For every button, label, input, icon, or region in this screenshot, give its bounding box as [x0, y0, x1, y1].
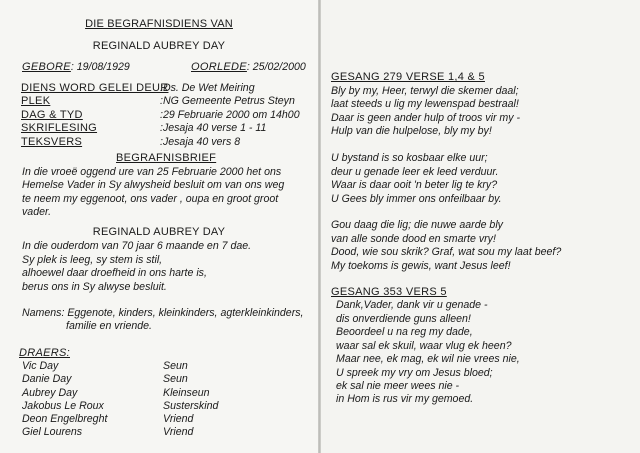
- verse-title: REGINALD AUBREY DAY: [92, 226, 226, 238]
- detail-value: :Jesaja 40 verse 1 - 11: [160, 122, 267, 134]
- died-label: OORLEDE: [191, 61, 247, 73]
- detail-value: :Jesaja 40 vers 8: [160, 136, 241, 148]
- hymn-line: deur u genade leer ek leed verduur.: [331, 166, 499, 178]
- died-line: [191, 61, 306, 73]
- hymn2-title: GESANG 353 VERS 5: [331, 286, 447, 298]
- bearers-title: DRAERS:: [19, 347, 70, 359]
- hymn-line: U spreek my vry om Jesus bloed;: [336, 367, 493, 379]
- verse-line: Sy plek is leeg, sy stem is stil,: [22, 254, 163, 266]
- hymn-line: My toekoms is gewis, want Jesus leef!: [331, 260, 511, 272]
- hymn-line: Bly by my, Heer, terwyl die skemer daal;: [331, 85, 519, 97]
- names-line: Namens: Eggenote, kinders, kleinkinders, agterkleinkinders,: [22, 307, 304, 319]
- bearer-relation: Seun: [163, 360, 188, 372]
- detail-label: DAG & TYD: [21, 109, 83, 121]
- detail-value: :NG Gemeente Petrus Steyn: [160, 95, 295, 107]
- hymn-line: dis onverdiende guns alleen!: [336, 313, 471, 325]
- detail-label: TEKSVERS: [21, 136, 83, 148]
- hymn-line: Dood, wie sou skrik? Graf, wat sou my laat beef?: [331, 246, 562, 258]
- born-date: : 19/08/1929: [70, 61, 130, 73]
- bearer-relation: Vriend: [163, 413, 194, 425]
- verse-line: alhoewel daar droefheid in ons harte is,: [22, 267, 207, 279]
- hymn-line: Hulp van die hulpelose, bly my by!: [331, 125, 492, 137]
- detail-label: SKRIFLESING: [21, 122, 98, 134]
- hymn-line: Daar is geen ander hulp of troos vir my -: [331, 112, 521, 124]
- detail-value: :29 Februarie 2000 om 14h00: [160, 109, 300, 121]
- hymn-line: U Gees bly immer ons onfeilbaar by.: [331, 193, 502, 205]
- letter-title: BEGRAFNISBRIEF: [116, 152, 217, 164]
- bearer-relation: Susterskind: [163, 400, 219, 412]
- hymn-line: van alle sonde dood en smarte vry!: [331, 233, 496, 245]
- hymn-line: Gou daag die lig; die nuwe aarde bly: [331, 219, 503, 231]
- letter-line: vader.: [22, 206, 52, 218]
- hymn-line: Waar is daar ooit 'n beter lig te kry?: [331, 179, 498, 191]
- hymn-line: Maar nee, ek mag, ek wil nie vrees nie,: [336, 353, 520, 365]
- deceased-name: REGINALD AUBREY DAY: [92, 40, 226, 52]
- hymn-line: ek sal nie meer wees nie -: [336, 380, 460, 392]
- bearer-name: Deon Engelbreght: [22, 413, 108, 425]
- letter-line: In die vroeë oggend ure van 25 Februarie 2000 het ons: [22, 166, 282, 178]
- bearer-name: Danie Day: [22, 373, 72, 385]
- names-line: familie en vriende.: [66, 320, 152, 332]
- hymn-line: U bystand is so kosbaar elke uur;: [331, 152, 488, 164]
- hymn-line: in Hom is rus vir my gemoed.: [336, 393, 474, 405]
- letter-line: Hemelse Vader in Sy alwysheid besluit om van ons weg: [22, 179, 285, 191]
- detail-label: PLEK: [21, 95, 51, 107]
- bearer-name: Giel Lourens: [22, 426, 83, 438]
- bearer-relation: Seun: [163, 373, 188, 385]
- bearer-relation: Kleinseun: [163, 387, 210, 399]
- verse-line: berus ons in Sy alwyse besluit.: [22, 281, 167, 293]
- service-heading: DIE BEGRAFNISDIENS VAN: [85, 18, 233, 30]
- bearer-name: Vic Day: [22, 360, 59, 372]
- died-date: : 25/02/2000: [246, 61, 306, 73]
- letter-line: te neem my eggenoot, ons vader , oupa en groot groot: [22, 193, 279, 205]
- left-page: [0, 0, 318, 453]
- bearer-name: Aubrey Day: [22, 387, 78, 399]
- detail-label: DIENS WORD GELEI DEUR: [21, 82, 169, 94]
- verse-line: In die ouderdom van 70 jaar 6 maande en 7 dae.: [22, 240, 252, 252]
- bearer-relation: Vriend: [163, 426, 194, 438]
- detail-value: :Ds. De Wet Meiring: [160, 82, 255, 94]
- hymn-line: Beoordeel u na reg my dade,: [336, 326, 473, 338]
- bearer-name: Jakobus Le Roux: [22, 400, 104, 412]
- hymn-line: waar sal ek skuil, waar vlug ek heen?: [336, 340, 512, 352]
- hymn-line: laat steeds u lig my lewenspad bestraal!: [331, 98, 519, 110]
- born-label: GEBORE: [22, 61, 71, 73]
- hymn1-title: GESANG 279 VERSE 1,4 & 5: [331, 71, 485, 83]
- right-page: [321, 0, 640, 453]
- hymn-line: Dank,Vader, dank vir u genade -: [336, 299, 488, 311]
- born-line: [22, 61, 130, 73]
